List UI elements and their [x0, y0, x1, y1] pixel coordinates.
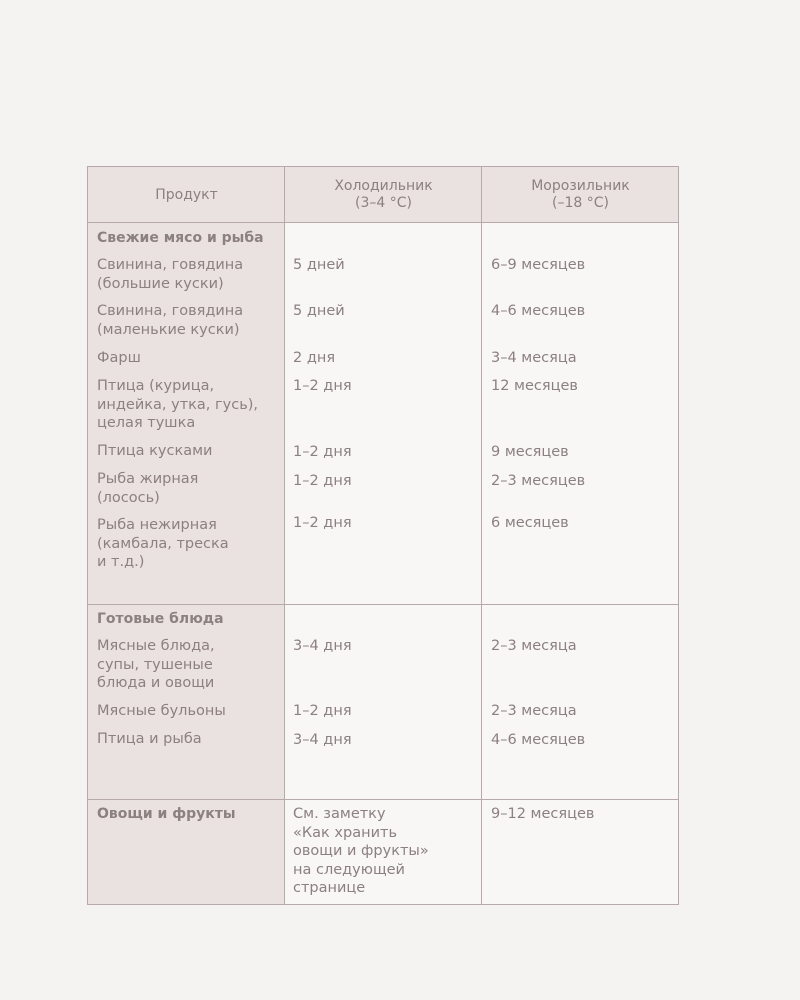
product-cell: Свинина, говядина (маленькие куски): [97, 303, 244, 338]
fridge-cell: 1–2 дня: [293, 515, 352, 531]
freezer-cell: 6 месяцев: [491, 515, 569, 531]
freezer-cell: 4–6 месяцев: [491, 303, 586, 319]
product-cell: Фарш: [97, 350, 141, 366]
fridge-cell: 5 дней: [293, 257, 345, 273]
freezer-cell: 2–3 месяцев: [491, 473, 586, 489]
column-divider: [284, 167, 285, 904]
fridge-cell: 1–2 дня: [293, 378, 352, 394]
header-fridge: Холодильник (3–4 °C): [334, 178, 433, 211]
product-cell: Птица (курица, индейка, утка, гусь), целая тушка: [97, 378, 259, 431]
section-title: Овощи и фрукты: [97, 806, 236, 822]
product-cell: Рыба жирная (лосось): [97, 471, 199, 506]
freezer-cell: 2–3 месяца: [491, 638, 577, 654]
header-product: Продукт: [155, 186, 218, 203]
freezer-cell: 9 месяцев: [491, 444, 569, 460]
freezer-cell: 2–3 месяца: [491, 703, 577, 719]
section-divider: [88, 604, 678, 605]
freezer-cell: 6–9 месяцев: [491, 257, 586, 273]
fridge-cell: 1–2 дня: [293, 703, 352, 719]
fridge-cell: См. заметку «Как хранить овощи и фрукты» на следующей странице: [293, 806, 429, 896]
freezer-cell: 4–6 месяцев: [491, 732, 586, 748]
section-divider: [88, 799, 678, 800]
section-title: Свежие мясо и рыба: [97, 230, 264, 246]
fridge-cell: 5 дней: [293, 303, 345, 319]
freezer-cell: 9–12 месяцев: [491, 806, 595, 822]
section-title: Готовые блюда: [97, 611, 224, 627]
column-divider: [481, 167, 482, 904]
freezer-cell: 12 месяцев: [491, 378, 578, 394]
fridge-cell: 2 дня: [293, 350, 336, 366]
product-cell: Мясные блюда, супы, тушеные блюда и овощи: [97, 638, 215, 691]
product-cell: Птица кусками: [97, 443, 213, 459]
freezer-cell: 3–4 месяца: [491, 350, 577, 366]
product-cell: Мясные бульоны: [97, 703, 226, 719]
product-cell: Птица и рыба: [97, 731, 202, 747]
storage-table: [87, 166, 679, 905]
product-cell: Рыба нежирная (камбала, треска и т.д.): [97, 517, 229, 570]
product-cell: Свинина, говядина (большие куски): [97, 257, 244, 292]
header-freezer: Морозильник (–18 °C): [531, 178, 630, 211]
fridge-cell: 1–2 дня: [293, 444, 352, 460]
fridge-cell: 3–4 дня: [293, 638, 352, 654]
fridge-cell: 3–4 дня: [293, 732, 352, 748]
fridge-cell: 1–2 дня: [293, 473, 352, 489]
